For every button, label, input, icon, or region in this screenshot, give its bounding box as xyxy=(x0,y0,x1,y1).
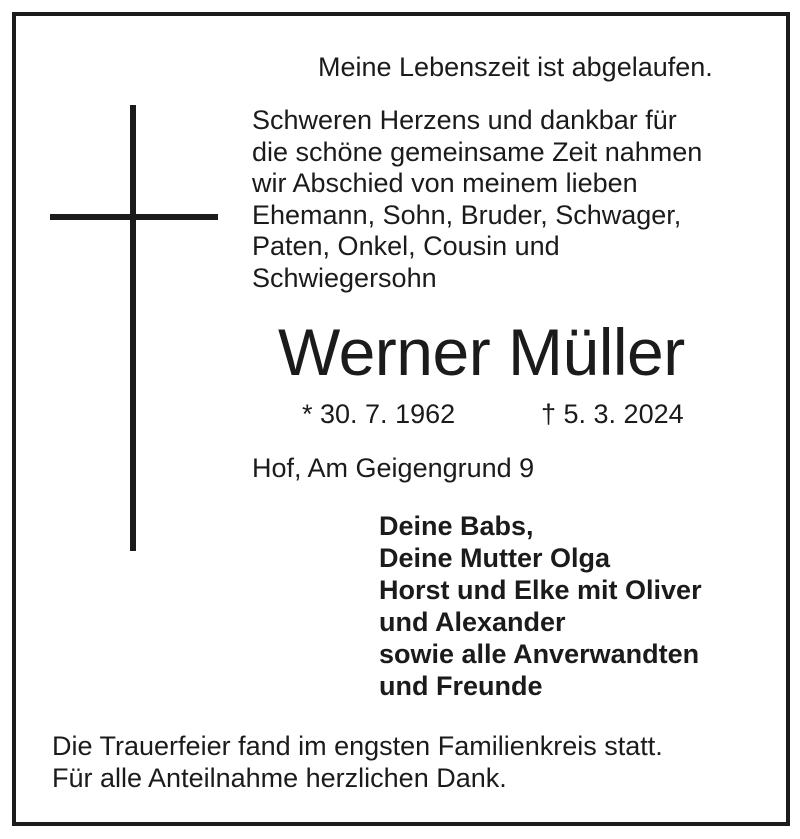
intro-line: die schöne gemeinsame Zeit nahmen xyxy=(252,136,703,167)
birth-date: * 30. 7. 1962 xyxy=(302,399,456,429)
mourner-line: Horst und Elke mit Oliver xyxy=(379,575,702,605)
closing-text xyxy=(52,730,663,794)
mourners-list xyxy=(379,510,702,702)
notice-frame xyxy=(12,12,790,826)
intro-line: Paten, Onkel, Cousin und xyxy=(252,231,560,261)
cross-horizontal-bar xyxy=(50,214,218,220)
mourner-line: und Alexander xyxy=(379,607,566,637)
intro-line: Ehemann, Sohn, Bruder, Schwager, xyxy=(252,199,682,230)
mourner-line: sowie alle Anverwandten xyxy=(379,639,700,669)
intro-line: Schwiegersohn xyxy=(252,262,437,293)
mourner-line: Deine Babs, xyxy=(379,511,534,541)
death-date: † 5. 3. 2024 xyxy=(541,399,684,429)
deceased-name: Werner Müller xyxy=(278,315,685,389)
intro-text xyxy=(252,105,702,294)
address: Hof, Am Geigengrund 9 xyxy=(252,453,535,483)
mourner-line: Deine Mutter Olga xyxy=(379,543,611,573)
closing-line: Die Trauerfeier fand im engsten Familienkreis statt. xyxy=(52,731,663,761)
intro-line: Schweren Herzens und dankbar für xyxy=(252,105,677,135)
cross-vertical-bar xyxy=(130,105,136,551)
closing-line: Für alle Anteilnahme herzlichen Dank. xyxy=(52,763,507,793)
mourner-line: und Freunde xyxy=(379,671,543,701)
motto: Meine Lebenszeit ist abgelaufen. xyxy=(318,52,713,82)
intro-line: wir Abschied von meinem lieben xyxy=(252,168,638,198)
